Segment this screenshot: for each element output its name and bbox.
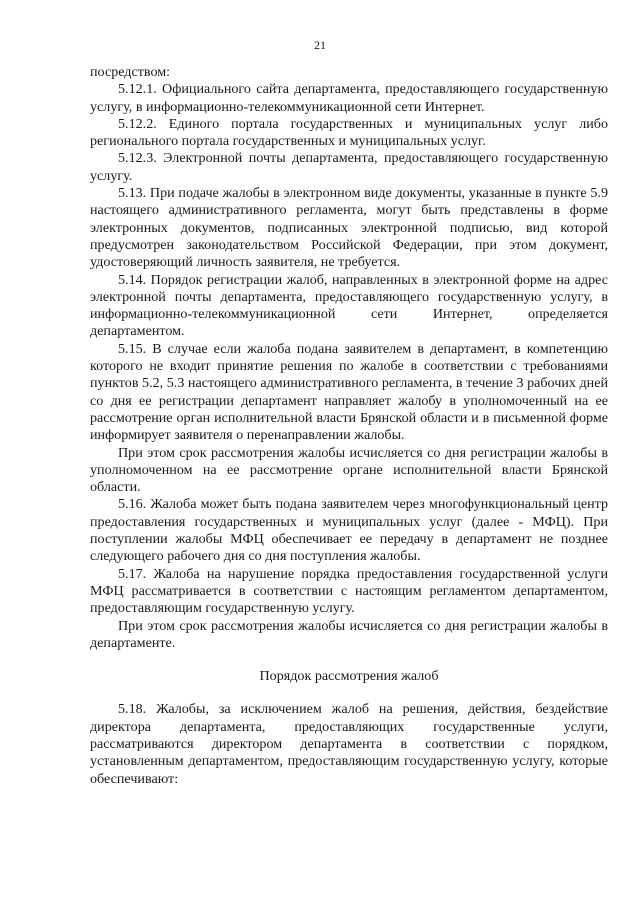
paragraph-5-13: 5.13. При подаче жалобы в электронном виде документы, указанные в пункте 5.9 настоящего административного регламента, могут быть представлены в форме электронных документов, подписанных электронной подписью, вид которой предусмотрен законодательством Российской Федерации, при этом документ, удостоверяющий личность заявителя, не требуется. bbox=[90, 185, 608, 271]
paragraph-5-16: 5.16. Жалоба может быть подана заявителем через многофункциональный центр предоставления государственных и муниципальных услуг (далее - МФЦ). При поступлении жалобы МФЦ обеспечивает ее передачу в департамент не позднее следующего рабочего дня со дня поступления жалобы. bbox=[90, 496, 608, 565]
paragraph-5-12-3: 5.12.3. Электронной почты департамента, предоставляющего государственную услугу. bbox=[90, 150, 608, 184]
paragraph-5-17-term: При этом срок рассмотрения жалобы исчисляется со дня регистрации жалобы в департаменте. bbox=[90, 617, 608, 651]
page-number: 21 bbox=[314, 38, 326, 52]
section-heading: Порядок рассмотрения жалоб bbox=[259, 668, 439, 685]
paragraph-5-14: 5.14. Порядок регистрации жалоб, направленных в электронной форме на адрес электронной почты департамента, предоставляющего государственную услугу, в информационно-телекоммуникационной сети Интернет, определяется департаментом. bbox=[90, 271, 608, 340]
paragraph-5-12-2: 5.12.2. Единого портала государственных и муниципальных услуг либо регионального портала государственных и муниципальных услуг. bbox=[90, 115, 608, 150]
paragraph-5-15: 5.15. В случае если жалоба подана заявителем в департамент, в компетенцию которого не входит принятие решения по жалобе в соответствии с требованиями пунктов 5.2, 5.3 настоящего административного регламента, в течение 3 рабочих дней со дня ее регистрации департамент направляет жалобу в уполномоченный на ее рассмотрение орган исполнительной власти Брянской области и в письменной форме информирует заявителя о перенаправлении жалобы. bbox=[90, 340, 608, 444]
paragraph-5-12-1: 5.12.1. Официального сайта департамента, предоставляющего государственную услугу, в информационно-телекоммуникационной сети Интернет. bbox=[90, 81, 608, 115]
paragraph-5-15-term: При этом срок рассмотрения жалобы исчисляется со дня регистрации жалобы в уполномоченном на ее рассмотрение органе исполнительной власти Брянской области. bbox=[90, 444, 608, 496]
paragraph-5-17: 5.17. Жалоба на нарушение порядка предоставления государственной услуги МФЦ рассматривается в соответствии с настоящим регламентом департаментом, предоставляющим государственную услугу. bbox=[90, 565, 608, 617]
document-body bbox=[90, 64, 608, 788]
paragraph-5-18: 5.18. Жалобы, за исключением жалоб на решения, действия, бездействие директора департамента, предоставляющих государственные услуги, рассматриваются директором департамента в соответствии с порядком, установленным департаментом, предоставляющим государственную услугу, которые обеспечивают: bbox=[90, 701, 608, 787]
paragraph-continuation: посредством: bbox=[90, 64, 171, 80]
